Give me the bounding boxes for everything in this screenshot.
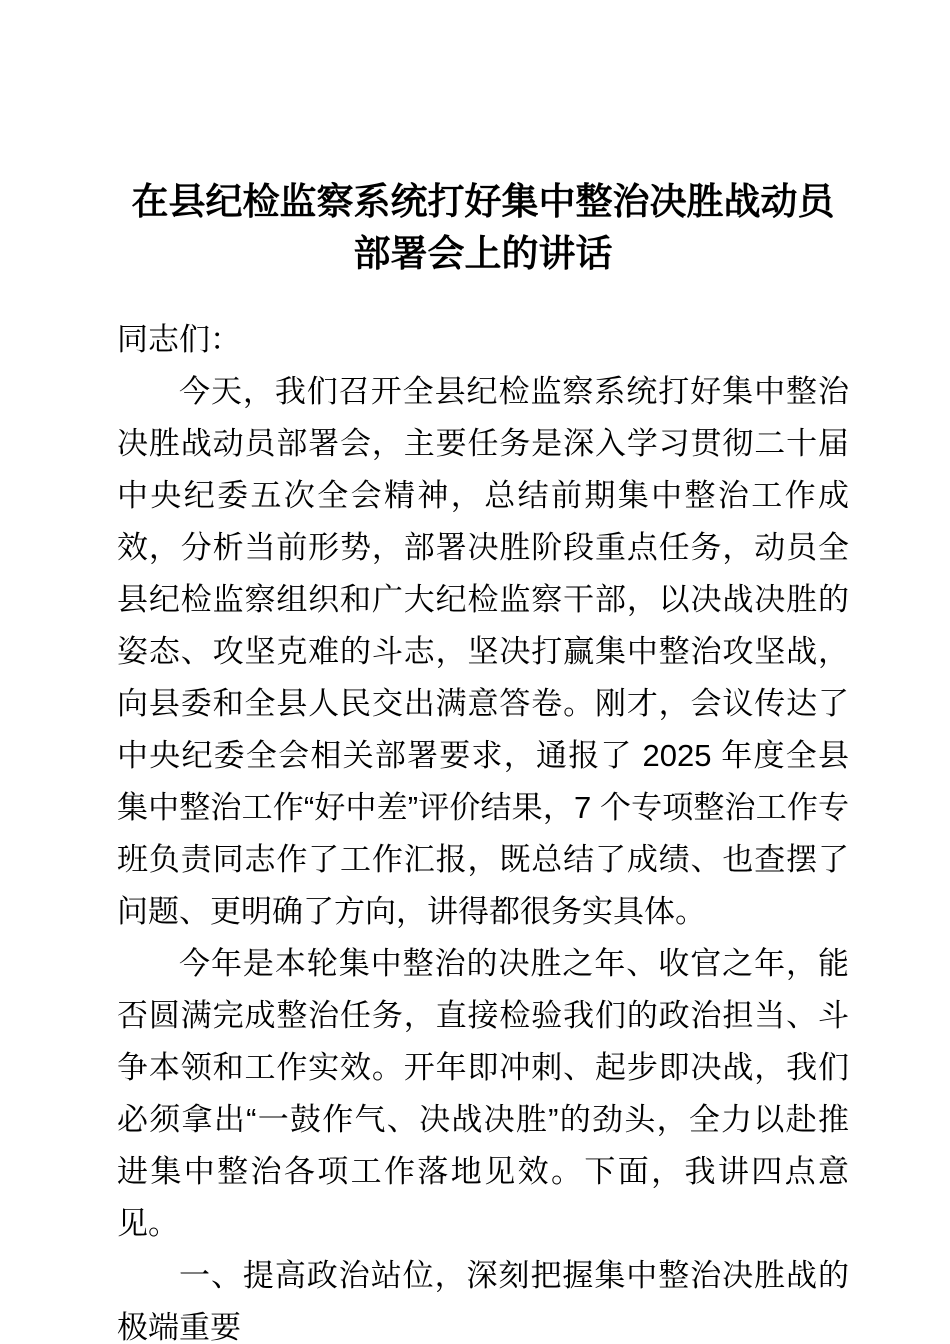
page-title: 在县纪检监察系统打好集中整治决胜战动员部署会上的讲话 xyxy=(131,181,835,274)
body-paragraph-2: 今年是本轮集中整治的决胜之年、收官之年，能否圆满完成整治任务，直接检验我们的政治担当、斗争本领和工作实效。开年即冲刺、起步即决战，我们必须拿出“一鼓作气、决战决胜”的劲头，全力以赴推进集中整治各项工作落地见效。下面，我讲四点意见。 xyxy=(117,946,849,1241)
salutation-line: 同志们： xyxy=(117,322,241,357)
body-paragraph-1: 今天，我们召开全县纪检监察系统打好集中整治决胜战动员部署会，主要任务是深入学习贯彻二十届中央纪委五次全会精神，总结前期集中整治工作成效，分析当前形势，部署决胜阶段重点任务，动员全县纪检监察组织和广大纪检监察干部，以决战决胜的姿态、攻坚克难的斗志，坚决打赢集中整治攻坚战，向县委和全县人民交出满意答卷。刚才，会议传达了中央纪委全会相关部署要求，通报了 2025 年度全县集中整治工作“好中差”评价结果，7 个专项整治工作专班负责同志作了工作汇报，既总结了成绩、也查摆了问题、更明确了方向，讲得都很务实具体。 xyxy=(117,374,849,929)
section-heading-1: 一、提高政治站位，深刻把握集中整治决胜战的极端重要 xyxy=(117,1258,849,1344)
document-content xyxy=(117,0,849,1344)
